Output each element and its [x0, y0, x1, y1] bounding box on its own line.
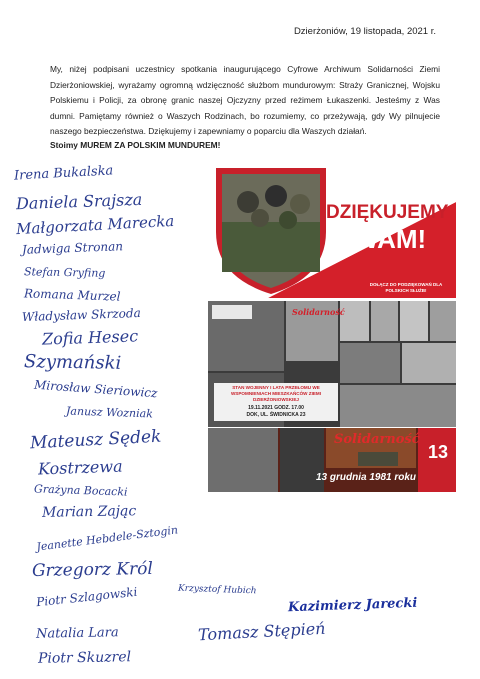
signature: Kostrzewa [37, 456, 123, 479]
signature: Kazimierz Jarecki [287, 595, 418, 616]
signature: Szymański [23, 351, 122, 374]
bottom-badge: 13 [428, 442, 449, 462]
exhibition-poster [208, 301, 456, 427]
signature: Mirosław Sieriowicz [33, 377, 158, 401]
banner-title-line2: WAM! [354, 224, 427, 254]
signature: Tomasz Stępień [197, 618, 326, 645]
signature: Stefan Gryfing [23, 265, 106, 280]
thank-you-banner [208, 162, 456, 298]
banner-subtitle: DOŁĄCZ DO PODZIĘKOWAŃ DLA POLSKICH SŁUŻB! [369, 282, 443, 293]
signature: Irena Bukalska [13, 163, 114, 184]
poster-collage [208, 162, 456, 492]
solidarity-logo: Solidarność [292, 307, 345, 317]
signature: Małgorzata Marecka [15, 211, 175, 239]
signature: Romana Murzel [23, 286, 121, 304]
signature: Mateusz Sędek [29, 426, 162, 454]
banner-title-line1: DZIĘKUJEMY [326, 202, 449, 223]
signature: Janusz Wozniak [65, 404, 154, 421]
signature: Natalia Lara [35, 625, 119, 642]
signature: Zofia Hesec [41, 326, 139, 349]
signature: Marian Zając [41, 503, 137, 521]
signature: Władysław Skrzoda [21, 305, 141, 325]
bottom-solidarity-logo: Solidarność [334, 432, 420, 447]
letter-body: My, niżej podpisani uczestnicy spotkania inaugurującego Cyfrowe Archiwum Solidarności Ziemi Dzierżoniowskiej, wyrażamy ogromną wdzięczność służbom mundurowym: Straży Granicznej, Wojsku Polskiemu i Policji, za obronę granic naszej Ojczyzny przed reżimem Łukaszenki. Jesteśmy z Was dumni. Pamiętamy również o Waszych Rodzinach, bo rozumiemy, co przeżywają, gdy Wy pilnujecie naszego bezpieczeństwa. Dziękujemy i zapewniamy o poparciu dla Waszych działań. [50, 64, 440, 137]
exhibition-time: 19.11.2021 GODZ. 17.00 [248, 405, 304, 411]
signature: Piotr Skuzrel [37, 649, 132, 667]
letter-date: Dzierżoniów, 19 listopada, 2021 r. [293, 26, 436, 37]
signature: Jeanette Hebdele-Sztogin [35, 523, 179, 554]
signature: Daniela Srajsza [15, 189, 143, 214]
signature: Krzysztof Hubich [177, 583, 257, 597]
martial-law-poster [208, 428, 456, 492]
signature: Piotr Szlagowski [35, 584, 138, 610]
bottom-caption: 13 grudnia 1981 roku [316, 472, 417, 483]
letter-closing: Stoimy MUREM ZA POLSKIM MUNDUREM! [50, 140, 221, 150]
signature: Grażyna Bocacki [33, 482, 128, 499]
signature: Jadwiga Stronan [21, 239, 124, 257]
signature: Grzegorz Król [31, 558, 153, 582]
exhibition-place: DOK, UL. ŚWIDNICKA 23 [246, 412, 306, 418]
exhibition-title: STAN WOJENNY I LATA PRZEŁOMU WE WSPOMNIENIACH MIESZKAŃCÓW ZIEMI DZIERŻONIOWSKIEJ [230, 385, 322, 402]
